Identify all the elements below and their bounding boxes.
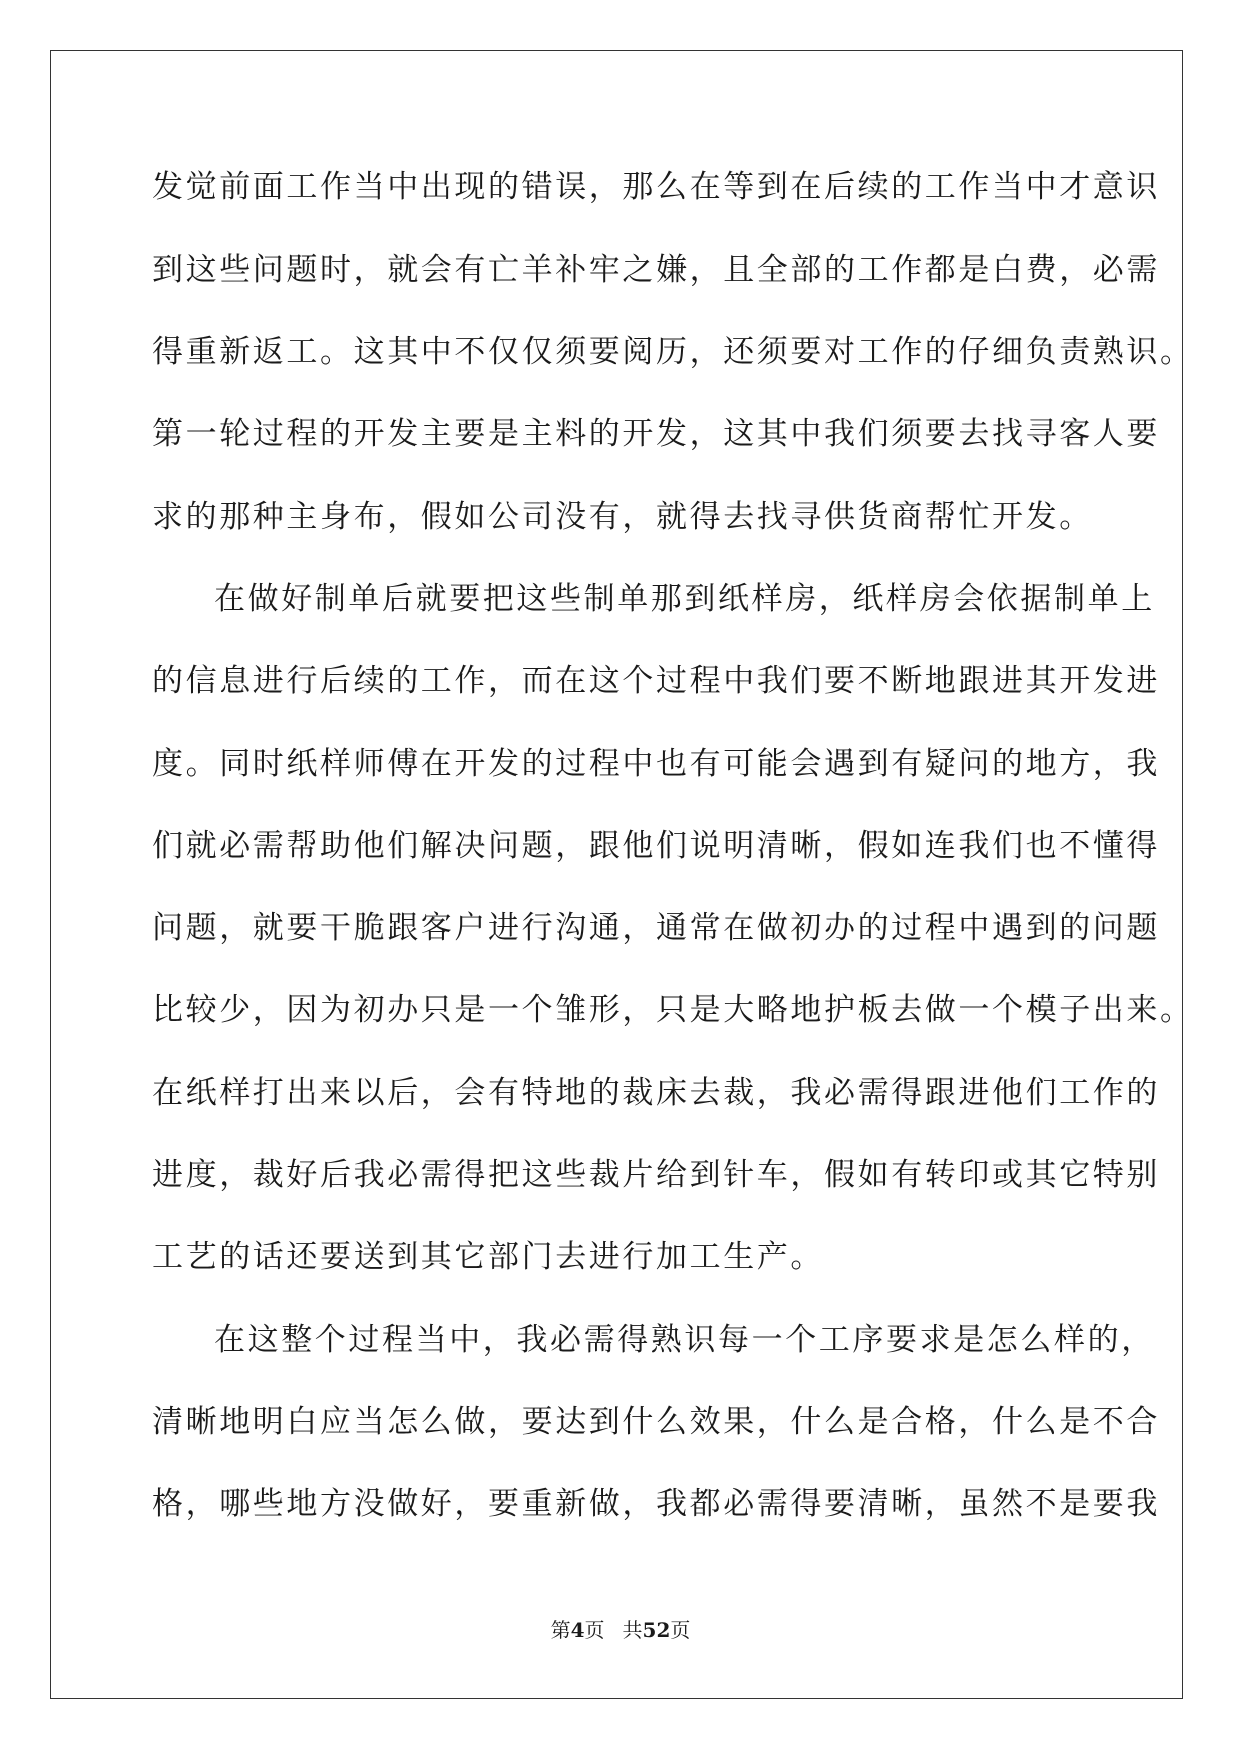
paragraph-line: 清晰地明白应当怎么做，要达到什么效果，什么是合格，什么是不合 — [152, 1404, 1160, 1440]
paragraph-line: 求的那种主身布，假如公司没有，就得去找寻供货商帮忙开发。 — [152, 499, 1093, 535]
paragraph-line: 格，哪些地方没做好，要重新做，我都必需得要清晰，虽然不是要我 — [152, 1486, 1160, 1522]
paragraph-line: 进度，裁好后我必需得把这些裁片给到针车，假如有转印或其它特别 — [152, 1157, 1160, 1193]
footer-prefix: 第 — [550, 1618, 571, 1642]
paragraph-line: 在做好制单后就要把这些制单那到纸样房，纸样房会依据制单上 — [214, 581, 1155, 617]
paragraph-line: 在这整个过程当中，我必需得熟识每一个工序要求是怎么样的， — [214, 1322, 1155, 1358]
page-footer — [0, 1617, 1241, 1643]
footer-total-unit: 页 — [670, 1618, 691, 1642]
total-page-count: 52 — [642, 1618, 671, 1642]
paragraph-line: 在纸样打出来以后，会有特地的裁床去裁，我必需得跟进他们工作的 — [152, 1075, 1160, 1111]
paragraph-line: 们就必需帮助他们解决问题，跟他们说明清晰，假如连我们也不懂得 — [152, 828, 1160, 864]
paragraph-line: 的信息进行后续的工作，而在这个过程中我们要不断地跟进其开发进 — [152, 663, 1160, 699]
paragraph-line: 到这些问题时，就会有亡羊补牢之嫌，且全部的工作都是白费，必需 — [152, 252, 1160, 288]
current-page-number: 4 — [570, 1618, 585, 1642]
paragraph-line: 比较少，因为初办只是一个雏形，只是大略地护板去做一个模子出来。 — [152, 992, 1194, 1028]
paragraph-line: 发觉前面工作当中出现的错误，那么在等到在后续的工作当中才意识 — [152, 169, 1160, 205]
footer-total-prefix: 共 — [622, 1618, 643, 1642]
paragraph-line: 度。同时纸样师傅在开发的过程中也有可能会遇到有疑问的地方，我 — [152, 746, 1160, 782]
footer-page-unit: 页 — [584, 1618, 605, 1642]
page-border — [50, 50, 1183, 1699]
paragraph-line: 第一轮过程的开发主要是主料的开发，这其中我们须要去找寻客人要 — [152, 416, 1160, 452]
paragraph-line: 工艺的话还要送到其它部门去进行加工生产。 — [152, 1239, 824, 1275]
paragraph-line: 问题，就要干脆跟客户进行沟通，通常在做初办的过程中遇到的问题 — [152, 910, 1160, 946]
paragraph-line: 得重新返工。这其中不仅仅须要阅历，还须要对工作的仔细负责熟识。 — [152, 334, 1194, 370]
